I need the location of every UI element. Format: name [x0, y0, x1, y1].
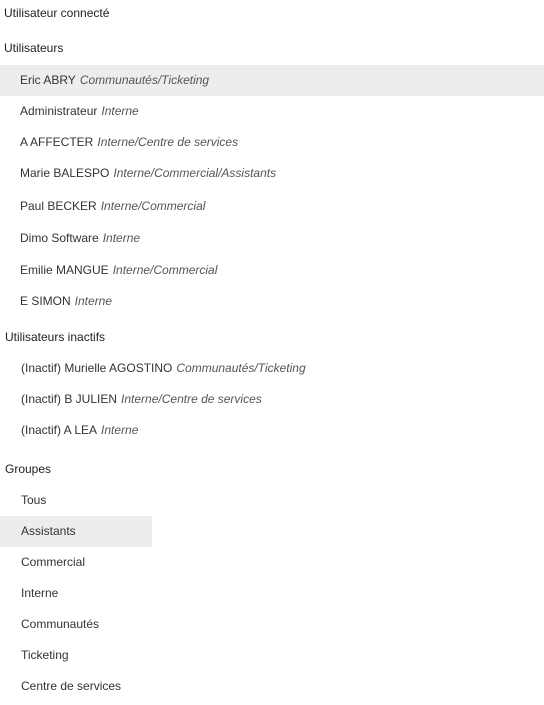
- user-item-eric-abry[interactable]: [0, 65, 544, 96]
- user-name: Marie BALESPO: [20, 166, 110, 180]
- user-groups: Interne: [101, 104, 139, 118]
- group-item-centre-de-services[interactable]: [0, 675, 121, 697]
- inactive-user-item-b-julien[interactable]: [0, 388, 262, 410]
- inactive-users-heading: Utilisateurs inactifs: [5, 330, 106, 344]
- group-item-interne[interactable]: [0, 582, 58, 604]
- user-name: (Inactif) Murielle AGOSTINO: [21, 361, 173, 375]
- group-item-commercial[interactable]: [0, 551, 85, 573]
- user-groups: Interne: [102, 231, 141, 245]
- group-label: Communautés: [21, 617, 100, 631]
- user-groups: Interne/Commercial/Assistants: [113, 166, 277, 180]
- user-groups: Interne/Commercial: [100, 199, 206, 213]
- group-label: Tous: [21, 493, 47, 507]
- user-name: Administrateur: [20, 104, 98, 118]
- user-item-marie-balespo[interactable]: [0, 162, 276, 184]
- user-item-dimo-software[interactable]: [0, 227, 140, 249]
- group-item-assistants[interactable]: [0, 516, 152, 547]
- user-item-a-affecter[interactable]: [0, 131, 238, 153]
- user-groups: Interne/Centre de services: [97, 135, 239, 149]
- group-item-tous[interactable]: [0, 489, 46, 511]
- group-label: Ticketing: [21, 648, 69, 662]
- group-label: Interne: [21, 586, 59, 600]
- connected-user-heading: Utilisateur connecté: [4, 6, 110, 20]
- user-name: Emilie MANGUE: [20, 263, 109, 277]
- inactive-user-item-a-lea[interactable]: [0, 419, 138, 441]
- user-groups: Communautés/Ticketing: [176, 361, 306, 375]
- user-groups: Interne/Commercial: [112, 263, 218, 277]
- user-groups: Interne: [74, 294, 113, 308]
- group-label: Assistants: [21, 524, 76, 538]
- groups-heading: Groupes: [5, 462, 52, 476]
- user-name: A AFFECTER: [20, 135, 94, 149]
- user-name: Paul BECKER: [20, 199, 97, 213]
- user-name: E SIMON: [20, 294, 71, 308]
- group-label: Centre de services: [21, 679, 122, 693]
- user-groups: Communautés/Ticketing: [79, 73, 210, 87]
- user-name: Dimo Software: [20, 231, 99, 245]
- user-item-emilie-mangue[interactable]: [0, 259, 217, 281]
- user-groups: Interne/Centre de services: [121, 392, 262, 406]
- user-name: (Inactif) A LEA: [21, 423, 98, 437]
- user-name: (Inactif) B JULIEN: [21, 392, 118, 406]
- inactive-user-item-murielle-agostino[interactable]: [0, 357, 306, 379]
- group-item-ticketing[interactable]: [0, 644, 69, 666]
- users-heading: Utilisateurs: [4, 41, 64, 55]
- user-item-e-simon[interactable]: [0, 290, 112, 312]
- user-item-administrateur[interactable]: [0, 100, 139, 122]
- group-item-communautes[interactable]: [0, 613, 99, 635]
- user-groups: Interne: [101, 423, 139, 437]
- user-name: Eric ABRY: [20, 73, 76, 87]
- user-item-paul-becker[interactable]: [0, 195, 205, 217]
- group-label: Commercial: [21, 555, 86, 569]
